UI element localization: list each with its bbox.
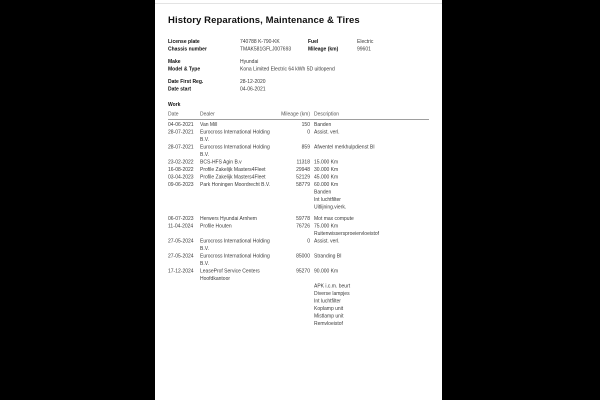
info-row [168, 38, 429, 46]
work-row [168, 238, 429, 253]
work-row [168, 215, 429, 223]
work-col-date: Date [168, 111, 200, 120]
make-value: Hyundai [240, 59, 259, 65]
vehicle-id-section [168, 38, 429, 53]
model-type-value: Kona Limited Electric 64 kWh 5D uitlopend [240, 66, 335, 72]
dates-section [168, 78, 429, 93]
license-plate-value: 740788 K-790-KK [240, 39, 280, 45]
document-page [155, 0, 442, 400]
work-mileage-cell: 95270 [296, 268, 310, 274]
work-col-description: Description [310, 111, 429, 120]
work-header-row [168, 111, 429, 120]
page-top-edge [155, 3, 442, 4]
chassis-number-value: TMAK581GFLJ007693 [240, 46, 292, 52]
work-description-cell: Afwentel merkhulpdienst BI [314, 144, 375, 150]
date-first-reg-label: Date First Reg. [168, 79, 204, 85]
work-description-cell: Assist. verl. [314, 238, 340, 244]
work-row [168, 159, 429, 167]
work-date-cell: 09-06-2023 [168, 182, 194, 188]
work-row [168, 223, 429, 238]
work-description-cell: 75.000 Km Ruitenwissersproeiervloeistof [314, 223, 380, 237]
info-row [168, 58, 429, 66]
work-description-cell: 90.000 Km APK i.c.m. beurt Diverse lampjes Int luchtfilter Koplamp unit Mistlamp unit Remvloeistof [314, 268, 351, 327]
info-row [168, 66, 429, 74]
work-col-dealer: Dealer [200, 111, 280, 120]
work-description-cell: 60.000 Km Banden Int luchtfilter Uitlijning.vierk. [314, 182, 347, 210]
work-description-cell: Stranding BI [314, 253, 342, 259]
work-row [168, 268, 429, 328]
work-date-cell: 27-05-2024 [168, 253, 194, 259]
work-mileage-cell: 59778 [296, 216, 310, 222]
work-date-cell: 27-05-2024 [168, 238, 194, 244]
work-dealer-cell: Eurocross International Holding B.V. [200, 238, 270, 252]
info-row [168, 86, 429, 94]
work-mileage-cell: 29948 [296, 167, 310, 173]
work-row [168, 119, 429, 128]
work-row [168, 129, 429, 144]
work-description-cell: Banden [314, 122, 332, 128]
work-date-cell: 04-06-2021 [168, 122, 194, 128]
work-dealer-cell: Eurocross International Holding B.V. [200, 253, 270, 267]
info-row [168, 78, 429, 86]
work-mileage-cell: 859 [301, 144, 310, 150]
date-start-label: Date start [168, 86, 192, 92]
model-type-label: Model & Type [168, 66, 201, 72]
work-row [168, 166, 429, 174]
work-mileage-cell: 0 [307, 238, 310, 244]
work-dealer-cell: BCS-HFS Agin B.v [200, 159, 242, 165]
work-dealer-cell: Profile Houten [200, 223, 232, 229]
license-plate-label: License plate [168, 39, 200, 45]
fuel-value: Electric [357, 39, 374, 45]
work-row [168, 144, 429, 159]
work-rows [168, 119, 429, 327]
work-date-cell: 03-04-2023 [168, 174, 194, 180]
make-label: Make [168, 59, 181, 65]
work-dealer-cell: Van Mill [200, 122, 218, 128]
work-description-cell: 30.000 Km [314, 167, 339, 173]
work-mileage-cell: 11318 [296, 159, 310, 165]
work-mileage-cell: 85000 [296, 253, 310, 259]
work-mileage-cell: 150 [301, 122, 310, 128]
work-dealer-cell: Herwers Hyundai Arnhem [200, 216, 257, 222]
mileage-value: 99601 [357, 46, 371, 52]
work-mileage-cell: 0 [307, 129, 310, 135]
work-dealer-cell: Eurocross International Holding B.V. [200, 129, 270, 143]
work-dealer-cell: Eurocross International Holding B.V. [200, 144, 270, 158]
work-row [168, 181, 429, 215]
work-mileage-cell: 76726 [296, 223, 310, 229]
work-date-cell: 28-07-2021 [168, 144, 194, 150]
work-description-cell: 15.000 Km [314, 159, 339, 165]
work-row [168, 253, 429, 268]
work-date-cell: 17-12-2024 [168, 268, 194, 274]
work-dealer-cell: Park Honingen Moordrecht B.V. [200, 182, 271, 188]
work-date-cell: 28-07-2021 [168, 129, 194, 135]
work-date-cell: 11-04-2024 [168, 223, 194, 229]
work-description-cell: 45.000 Km [314, 174, 339, 180]
work-mileage-cell: 58779 [296, 182, 310, 188]
work-date-cell: 23-02-2022 [168, 159, 194, 165]
work-description-cell: Mot max compute [314, 216, 354, 222]
date-start-value: 04-06-2021 [240, 86, 266, 92]
work-row [168, 174, 429, 182]
work-mileage-cell: 52129 [296, 174, 310, 180]
mileage-label: Mileage (km) [308, 46, 339, 52]
document-page-holder [155, 0, 442, 400]
work-description-cell: Assist. verl. [314, 129, 340, 135]
work-table [168, 111, 429, 328]
make-model-section [168, 58, 429, 73]
work-date-cell: 06-07-2023 [168, 216, 194, 222]
fuel-label: Fuel [308, 39, 319, 45]
work-date-cell: 16-08-2022 [168, 167, 194, 173]
work-col-mileage: Mileage (km) [280, 111, 310, 120]
work-dealer-cell: Profile Zakelijk Masters4Fleet [200, 174, 266, 180]
info-row [168, 46, 429, 54]
work-dealer-cell: Profile Zakelijk Masters4Fleet [200, 167, 266, 173]
chassis-number-label: Chassis number [168, 46, 207, 52]
page-title: History Reparations, Maintenance & Tires [168, 15, 360, 26]
work-dealer-cell: LeaseProf Service Centers Hoofdkantoor [200, 268, 260, 282]
date-first-reg-value: 28-12-2020 [240, 79, 266, 85]
work-section-label: Work [168, 102, 181, 108]
